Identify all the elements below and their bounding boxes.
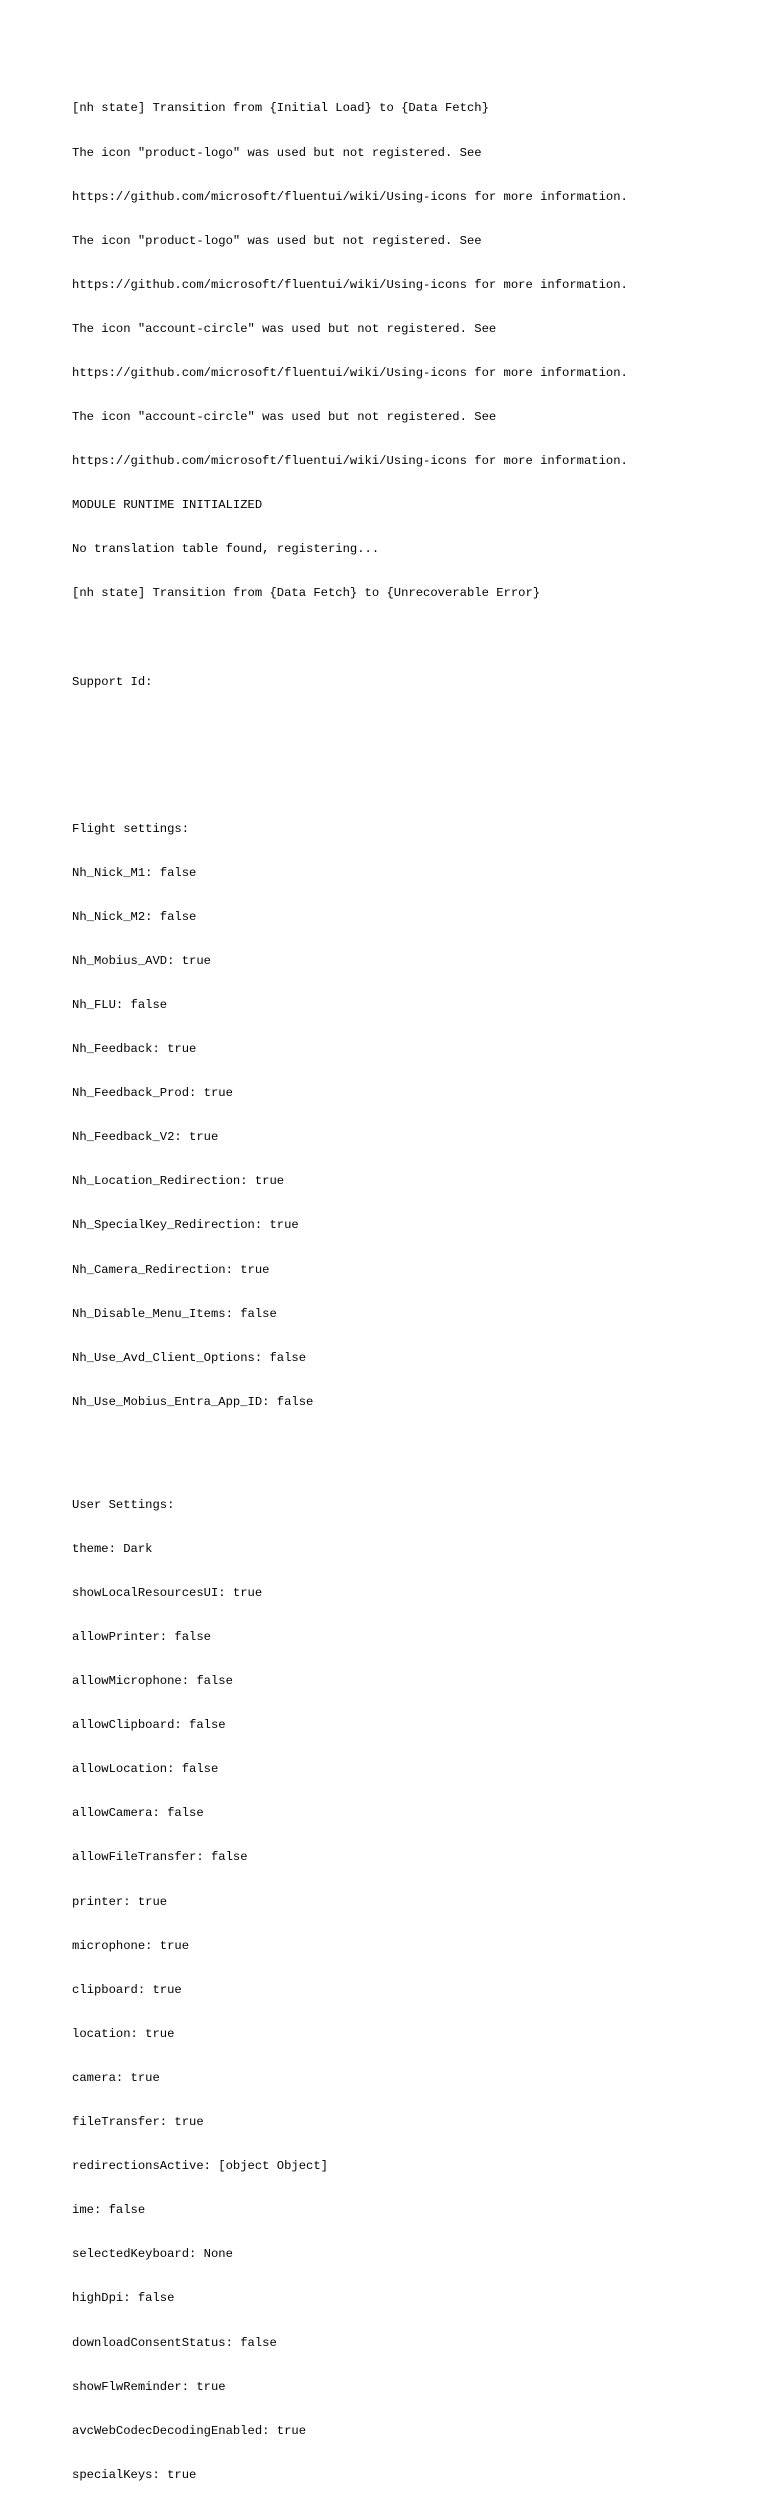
user-setting-item: printer: true (72, 1894, 168, 1909)
log-line-icon-warning-link: https://github.com/microsoft/fluentui/wiki/Using-icons for more information. (72, 189, 628, 204)
flight-setting-item: Nh_FLU: false (72, 997, 168, 1012)
user-setting-item: theme: Dark (72, 1541, 153, 1556)
user-setting-item: allowFileTransfer: false (72, 1850, 248, 1865)
user-setting-item: downloadConsentStatus: false (72, 2335, 277, 2350)
user-setting-item: allowPrinter: false (72, 1630, 211, 1644)
user-setting-item: allowClipboard: false (72, 1718, 226, 1733)
user-setting-item: fileTransfer: true (72, 2115, 204, 2130)
user-setting-item: camera: true (72, 2070, 160, 2085)
user-setting-item: highDpi: false (72, 2291, 175, 2306)
flight-setting-item: Nh_Mobius_AVD: true (72, 953, 211, 968)
blank-line (72, 719, 752, 734)
user-setting-item: showLocalResourcesUI: true (72, 1585, 263, 1600)
user-setting-item: allowMicrophone: false (72, 1674, 233, 1689)
log-line-module-init: MODULE RUNTIME INITIALIZED (72, 498, 263, 513)
log-line-icon-warning: The icon "account-circle" was used but not registered. See (72, 410, 497, 425)
flight-setting-item: Nh_Feedback_V2: true (72, 1130, 219, 1145)
log-line-icon-warning: The icon "account-circle" was used but not registered. See (72, 321, 497, 336)
log-line-state-transition: [nh state] Transition from {Data Fetch} to {Unrecoverable Error} (72, 586, 541, 601)
flight-settings-heading: Flight settings: (72, 821, 190, 836)
flight-setting-item: Nh_Nick_M2: false (72, 909, 197, 924)
log-line-state-transition: [nh state] Transition from {Initial Load} to {Data Fetch} (72, 101, 489, 116)
user-setting-item: redirectionsActive: [object Object] (72, 2159, 328, 2174)
log-line-icon-warning: The icon "product-logo" was used but not registered. See (72, 233, 482, 248)
flight-setting-item: Nh_Feedback: true (72, 1042, 197, 1057)
user-setting-item: ime: false (72, 2203, 146, 2218)
flight-setting-item: Nh_Disable_Menu_Items: false (72, 1306, 277, 1321)
user-setting-item: showFlwReminder: true (72, 2379, 226, 2394)
flight-setting-item: Nh_SpecialKey_Redirection: true (72, 1218, 299, 1233)
support-id-label: Support Id: (72, 674, 153, 689)
user-setting-item: selectedKeyboard: None (72, 2247, 233, 2262)
user-setting-item: allowLocation: false (72, 1762, 219, 1777)
user-setting-item: location: true (72, 2026, 175, 2041)
log-line-icon-warning: The icon "product-logo" was used but not registered. See (72, 145, 482, 160)
log-line-icon-warning-link: https://github.com/microsoft/fluentui/wiki/Using-icons for more information. (72, 365, 628, 380)
flight-setting-item: Nh_Nick_M1: false (72, 865, 197, 880)
user-setting-item: specialKeys: true (72, 2467, 197, 2482)
flight-setting-item: Nh_Location_Redirection: true (72, 1174, 285, 1189)
error-log (72, 72, 752, 2497)
blank-line (72, 631, 752, 646)
blank-line (72, 763, 752, 778)
blank-line (72, 1439, 752, 1454)
flight-setting-item: Nh_Use_Mobius_Entra_App_ID: false (72, 1394, 314, 1409)
log-line-translation: No translation table found, registering... (72, 542, 380, 557)
user-setting-item: avcWebCodecDecodingEnabled: true (72, 2423, 307, 2438)
user-settings-heading: User Settings: (72, 1497, 175, 1512)
user-setting-item: microphone: true (72, 1938, 190, 1953)
flight-setting-item: Nh_Camera_Redirection: true (72, 1262, 270, 1277)
log-line-icon-warning-link: https://github.com/microsoft/fluentui/wiki/Using-icons for more information. (72, 454, 628, 469)
user-setting-item: clipboard: true (72, 1982, 182, 1997)
user-setting-item: allowCamera: false (72, 1806, 204, 1821)
flight-setting-item: Nh_Feedback_Prod: true (72, 1086, 233, 1101)
log-line-icon-warning-link: https://github.com/microsoft/fluentui/wiki/Using-icons for more information. (72, 277, 628, 292)
flight-setting-item: Nh_Use_Avd_Client_Options: false (72, 1350, 307, 1365)
